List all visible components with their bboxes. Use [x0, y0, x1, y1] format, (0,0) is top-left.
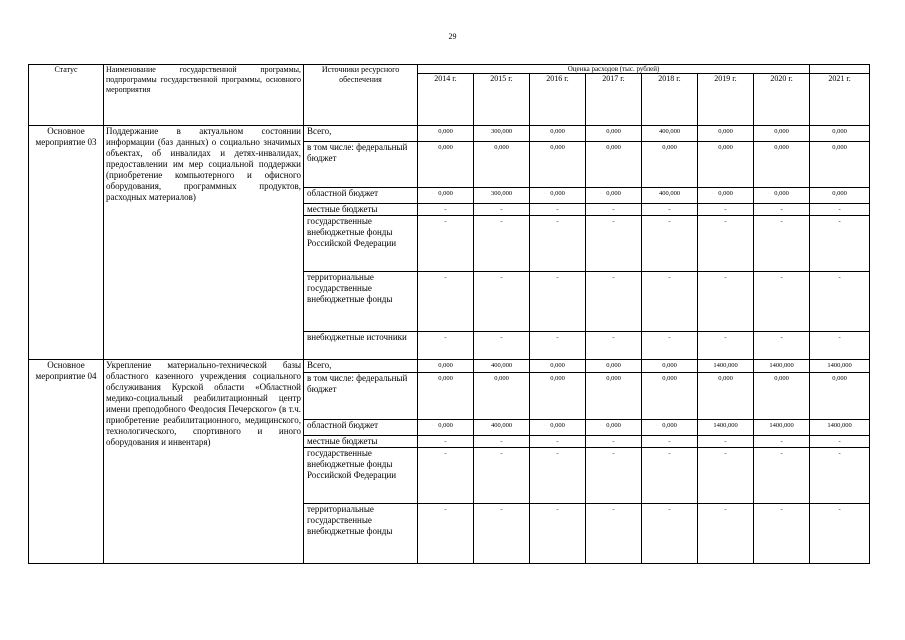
year-header: 2017 г.	[586, 74, 642, 126]
measure-name: Поддержание в актуальном состоянии информации (баз данных) о социально значимых объектах, об инвалидах и детях-инвалидах, предоставлении им мер социальной поддержки (приобретение компьютерного и офисного оборудования, программных продуктов, расходных материалов)	[104, 126, 304, 360]
value-cell: -	[754, 448, 810, 504]
value-cell: 1400,000	[698, 420, 754, 436]
value-cell: -	[474, 436, 530, 448]
value-cell: 0,000	[474, 142, 530, 188]
value-cell: -	[530, 436, 586, 448]
value-cell: 0,000	[418, 373, 474, 420]
page-number: 29	[448, 32, 457, 41]
value-cell: -	[642, 448, 698, 504]
value-cell: -	[586, 272, 642, 332]
source-label: областной бюджет	[304, 420, 418, 436]
value-cell: -	[642, 216, 698, 272]
value-cell: 0,000	[642, 142, 698, 188]
value-cell: 0,000	[810, 126, 870, 142]
value-cell: -	[810, 448, 870, 504]
value-cell: 0,000	[530, 373, 586, 420]
year-header: 2016 г.	[530, 74, 586, 126]
budget-table	[28, 64, 870, 564]
value-cell: -	[586, 448, 642, 504]
value-cell: -	[418, 504, 474, 564]
value-cell: -	[698, 448, 754, 504]
value-cell: 0,000	[418, 188, 474, 204]
value-cell: -	[754, 504, 810, 564]
value-cell: 0,000	[642, 373, 698, 420]
value-cell: 0,000	[530, 360, 586, 373]
value-cell: -	[810, 504, 870, 564]
source-label: Всего,	[304, 360, 418, 373]
data-row	[29, 126, 870, 142]
value-cell: 0,000	[698, 188, 754, 204]
value-cell: 0,000	[754, 188, 810, 204]
value-cell: -	[418, 436, 474, 448]
measure-status: Основное мероприятие 03	[29, 126, 104, 360]
value-cell: 1400,000	[698, 360, 754, 373]
value-cell: -	[474, 504, 530, 564]
value-cell: -	[642, 504, 698, 564]
value-cell: 1400,000	[810, 420, 870, 436]
source-label: местные бюджеты	[304, 436, 418, 448]
value-cell: -	[810, 216, 870, 272]
value-cell: 0,000	[474, 373, 530, 420]
value-cell: 0,000	[810, 188, 870, 204]
value-cell: 300,000	[474, 188, 530, 204]
value-cell: 0,000	[586, 142, 642, 188]
value-cell: 0,000	[698, 126, 754, 142]
value-cell: 1400,000	[754, 360, 810, 373]
source-label: внебюджетные источники	[304, 332, 418, 360]
year-header: 2019 г.	[698, 74, 754, 126]
value-cell: 400,000	[474, 360, 530, 373]
value-cell: -	[754, 204, 810, 216]
value-cell: 0,000	[642, 420, 698, 436]
value-cell: -	[698, 204, 754, 216]
value-cell: -	[586, 332, 642, 360]
value-cell: -	[754, 216, 810, 272]
year-header: 2018 г.	[642, 74, 698, 126]
value-cell: -	[586, 436, 642, 448]
source-label: территориальные государственные внебюджетные фонды	[304, 504, 418, 564]
value-cell: 0,000	[698, 142, 754, 188]
value-cell: 1400,000	[754, 420, 810, 436]
value-cell: -	[810, 436, 870, 448]
value-cell: -	[586, 216, 642, 272]
year-header: 2020 г.	[754, 74, 810, 126]
header-name: Наименование государственной программы, подпрограммы государственной программы, основного мероприятия	[104, 65, 304, 126]
value-cell: 0,000	[530, 420, 586, 436]
value-cell: 0,000	[418, 420, 474, 436]
value-cell: -	[698, 332, 754, 360]
source-label: Всего,	[304, 126, 418, 142]
value-cell: -	[474, 332, 530, 360]
source-label: в том числе: федеральный бюджет	[304, 373, 418, 420]
value-cell: -	[586, 204, 642, 216]
value-cell: -	[530, 504, 586, 564]
value-cell: 0,000	[586, 373, 642, 420]
value-cell: 0,000	[586, 360, 642, 373]
header-empty-cell	[810, 65, 870, 74]
value-cell: 400,000	[642, 188, 698, 204]
value-cell: -	[418, 332, 474, 360]
value-cell: 400,000	[474, 420, 530, 436]
value-cell: 0,000	[810, 373, 870, 420]
header-row	[29, 65, 870, 74]
value-cell: 0,000	[754, 142, 810, 188]
value-cell: -	[810, 272, 870, 332]
source-label: местные бюджеты	[304, 204, 418, 216]
source-label: государственные внебюджетные фонды Российской Федерации	[304, 216, 418, 272]
value-cell: -	[474, 272, 530, 332]
value-cell: -	[474, 216, 530, 272]
value-cell: 0,000	[810, 142, 870, 188]
value-cell: -	[418, 272, 474, 332]
measure-name: Укрепление материально-технической базы областного казенного учреждения социального обслуживания Курской области «Областной медико-социальный реабилитационный центр имени преподобного Феодосия Печерского» (в т.ч. приобретение реабилитационного, медицинского, технологического, спортивного и иного оборудования и инвентаря)	[104, 360, 304, 564]
value-cell: -	[698, 272, 754, 332]
value-cell: -	[586, 504, 642, 564]
source-label: в том числе: федеральный бюджет	[304, 142, 418, 188]
value-cell: -	[642, 204, 698, 216]
value-cell: 0,000	[754, 126, 810, 142]
value-cell: -	[418, 204, 474, 216]
value-cell: 0,000	[418, 142, 474, 188]
value-cell: -	[642, 436, 698, 448]
value-cell: -	[642, 272, 698, 332]
value-cell: 400,000	[642, 126, 698, 142]
value-cell: 0,000	[642, 360, 698, 373]
value-cell: -	[754, 436, 810, 448]
value-cell: -	[698, 504, 754, 564]
value-cell: 0,000	[530, 142, 586, 188]
value-cell: 0,000	[418, 126, 474, 142]
source-label: государственные внебюджетные фонды Российской Федерации	[304, 448, 418, 504]
value-cell: -	[698, 436, 754, 448]
source-label: областной бюджет	[304, 188, 418, 204]
value-cell: 1400,000	[810, 360, 870, 373]
value-cell: -	[474, 448, 530, 504]
value-cell: 0,000	[754, 373, 810, 420]
measure-status: Основное мероприятие 04	[29, 360, 104, 564]
value-cell: 0,000	[530, 126, 586, 142]
value-cell: 0,000	[586, 126, 642, 142]
data-row	[29, 360, 870, 373]
value-cell: 300,000	[474, 126, 530, 142]
value-cell: -	[754, 332, 810, 360]
value-cell: -	[642, 332, 698, 360]
year-header: 2014 г.	[418, 74, 474, 126]
value-cell: -	[698, 216, 754, 272]
value-cell: -	[418, 448, 474, 504]
value-cell: -	[530, 204, 586, 216]
header-sources: Источники ресурсного обеспечения	[304, 65, 418, 126]
value-cell: 0,000	[418, 360, 474, 373]
value-cell: -	[474, 204, 530, 216]
value-cell: -	[530, 448, 586, 504]
value-cell: -	[530, 272, 586, 332]
value-cell: -	[810, 204, 870, 216]
value-cell: 0,000	[586, 420, 642, 436]
year-header: 2015 г.	[474, 74, 530, 126]
value-cell: -	[530, 216, 586, 272]
value-cell: 0,000	[530, 188, 586, 204]
value-cell: -	[810, 332, 870, 360]
source-label: территориальные государственные внебюджетные фонды	[304, 272, 418, 332]
year-header: 2021 г.	[810, 74, 870, 126]
value-cell: 0,000	[698, 373, 754, 420]
header-expense-group: Оценка расходов (тыс. рублей)	[418, 65, 810, 74]
header-status: Статус	[29, 65, 104, 126]
value-cell: -	[530, 332, 586, 360]
value-cell: -	[754, 272, 810, 332]
value-cell: 0,000	[586, 188, 642, 204]
value-cell: -	[418, 216, 474, 272]
